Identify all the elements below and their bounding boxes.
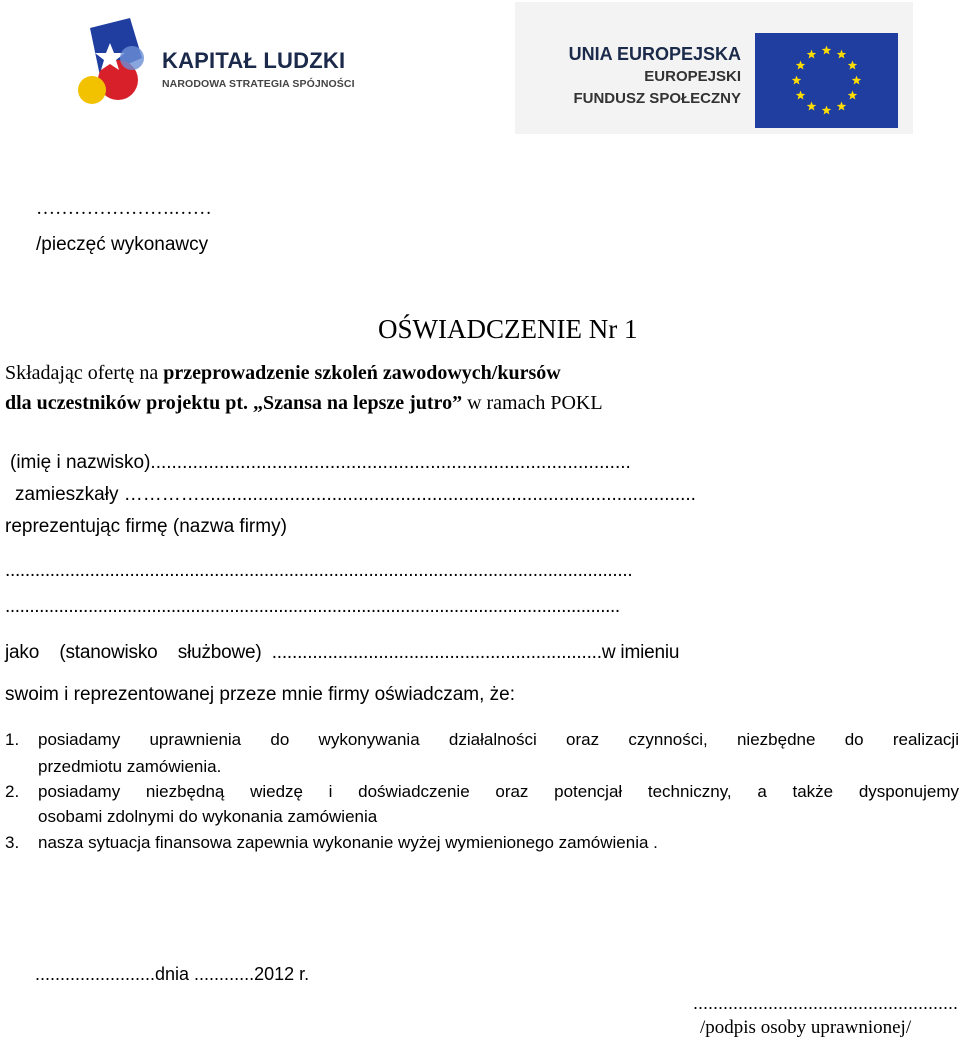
declaration-2-line-2: osobami zdolnymi do wykonania zamówienia	[38, 807, 378, 826]
position-field: jako (stanowisko służbowe) .................................................................w imieniu	[5, 642, 680, 663]
ue-line-1: UNIA EUROPEJSKA	[568, 44, 741, 64]
eu-flag-icon	[755, 33, 898, 128]
declaration-2-line-1: posiadamy niezbędną wiedzę i doświadczenie oraz potencjał techniczny, a także dysponujemy	[38, 782, 959, 801]
address-field	[15, 484, 696, 506]
intro-line-1-bold: przeprowadzenie szkoleń zawodowych/kursów	[163, 362, 561, 384]
address-label: zamieszkały	[15, 484, 124, 505]
intro-line-2	[5, 392, 603, 415]
kapital-ludzki-subtitle: NARODOWA STRATEGIA SPÓJNOŚCI	[162, 78, 355, 90]
signature-dots: .....................................................	[692, 993, 958, 1013]
intro-line-1	[5, 362, 561, 385]
declaration-1-number: 1.	[5, 730, 20, 749]
ue-line-2: EUROPEJSKI	[644, 68, 741, 85]
declaration-3-number: 3.	[5, 833, 20, 852]
signature-label: /podpis osoby uprawnionej/	[700, 1017, 912, 1038]
declaration-2-number: 2.	[5, 782, 20, 801]
stamp-dots: ………………….……	[36, 198, 212, 219]
declaration-3-line-1: nasza sytuacja finansowa zapewnia wykonanie wyżej wymienionego zamówienia .	[38, 833, 658, 852]
company-dots-1: ..............................................................................................................................	[5, 560, 633, 581]
name-field: (imię i nazwisko)...........................................................................................	[10, 452, 631, 473]
company-dots-2: ..............................................................................................................................	[5, 596, 620, 617]
unia-europejska-logo	[515, 2, 913, 134]
declaration-1-line-2: przedmiotu zamówienia.	[38, 757, 222, 776]
document-title: OŚWIADCZENIE Nr 1	[378, 314, 638, 344]
kapital-ludzki-logo	[70, 18, 400, 118]
intro-line-1-normal: Składając ofertę na	[5, 362, 164, 384]
intro-line-2-normal: w ramach POKL	[467, 392, 603, 414]
header-logos	[0, 0, 960, 140]
address-dots: …………..............................................................................................	[123, 484, 696, 505]
intro-line-2-bold: dla uczestników projektu pt. „Szansa na lepsze jutro”	[5, 392, 468, 414]
closing-statement: swoim i reprezentowanej przeze mnie firmy oświadczam, że:	[5, 684, 516, 705]
kapital-ludzki-mark-icon	[70, 18, 162, 118]
kapital-ludzki-title: KAPITAŁ LUDZKI	[162, 48, 346, 73]
ue-line-3: FUNDUSZ SPOŁECZNY	[573, 90, 741, 107]
declaration-1-line-1: posiadamy uprawnienia do wykonywania działalności oraz czynności, niezbędne do realizacji	[38, 730, 959, 749]
company-field: reprezentując firmę (nazwa firmy)	[5, 516, 287, 537]
date-field: ........................dnia ............2012 r.	[35, 964, 310, 984]
stamp-label: /pieczęć wykonawcy	[36, 234, 209, 255]
